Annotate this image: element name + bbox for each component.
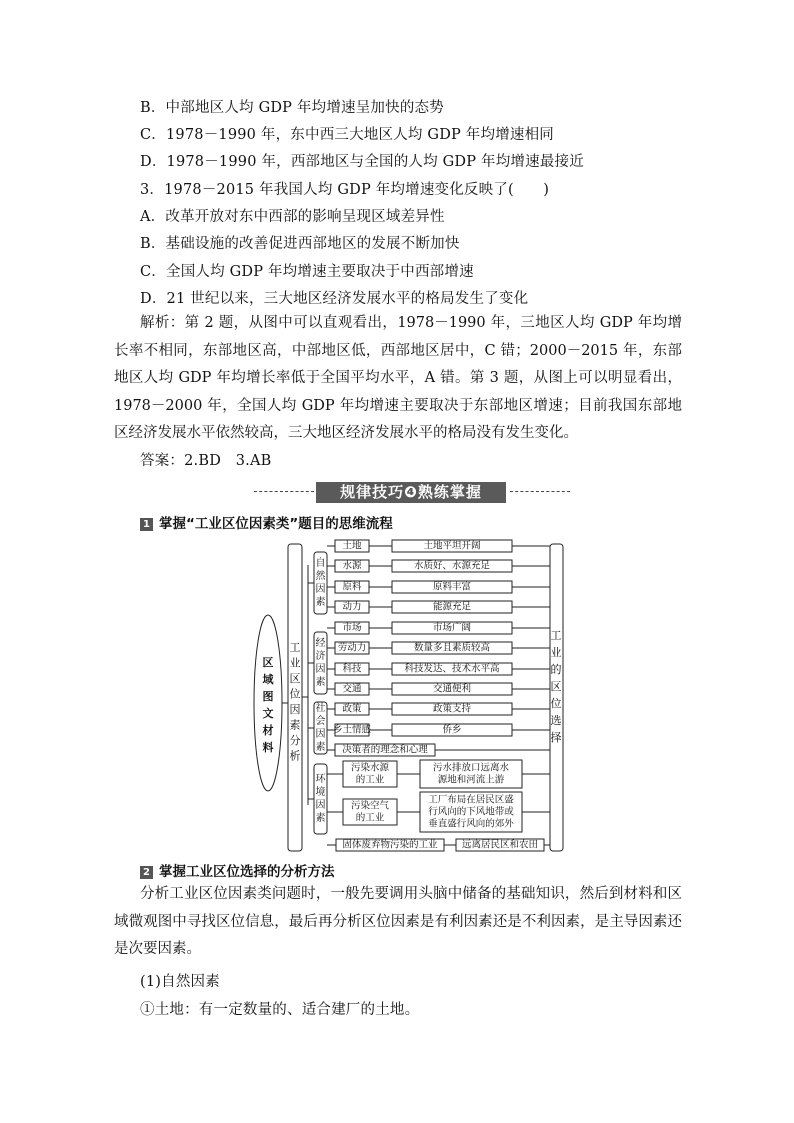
condition-label: 原料丰富 bbox=[432, 581, 472, 593]
condition-label: 水质好、水源充足 bbox=[413, 560, 491, 572]
condition-label: 土地平坦开阔 bbox=[423, 540, 481, 552]
oval-label-char: 区 bbox=[262, 656, 274, 669]
factor-label: 科技 bbox=[342, 663, 362, 675]
far-from-residence-label: 远离居民区和农田 bbox=[461, 839, 539, 851]
source-material-oval bbox=[254, 615, 282, 791]
oval-label-char: 域 bbox=[262, 673, 274, 686]
option-b: B．中部地区人均 GDP 年均增速呈加快的态势 bbox=[140, 100, 444, 116]
location-rule-label: 行风向的下风地带或 bbox=[428, 806, 514, 818]
factor-label: 原料 bbox=[342, 581, 362, 593]
factor-group-char: 素 bbox=[315, 677, 326, 688]
factor-label: 劳动力 bbox=[337, 642, 367, 654]
factor-group-char: 境 bbox=[315, 787, 326, 798]
condition-label: 科技发达、技术水平高 bbox=[404, 663, 500, 675]
choice-column-char: 位 bbox=[550, 697, 562, 710]
condition-label: 交通便利 bbox=[432, 683, 472, 695]
condition-label: 侨乡 bbox=[442, 724, 462, 736]
banner-title: 规律技巧❹熟练掌握 bbox=[316, 482, 506, 503]
factor-group-char: 因 bbox=[315, 729, 326, 740]
subheading-natural-factors: (1)自然因素 bbox=[140, 974, 220, 990]
analysis-column-char: 析 bbox=[289, 749, 301, 763]
analysis-column-char: 区 bbox=[289, 672, 301, 685]
factor-group-char: 自 bbox=[315, 558, 326, 569]
factor-group-char: 因 bbox=[315, 584, 326, 595]
choice-column-char: 工 bbox=[550, 629, 562, 642]
analysis-column-char: 位 bbox=[289, 687, 301, 701]
section-2-title: 掌握工业区位选择的分析方法 bbox=[159, 864, 335, 880]
pollution-type-label: 的工业 bbox=[355, 812, 385, 824]
factor-label: 土地 bbox=[342, 540, 362, 552]
section-1-title: 掌握“工业区位因素类”题目的思维流程 bbox=[159, 516, 393, 532]
analysis-column-char: 业 bbox=[289, 656, 301, 670]
factor-group-char: 会 bbox=[315, 716, 326, 727]
oval-label-char: 图 bbox=[262, 690, 274, 703]
q3-option-c: C．全国人均 GDP 年均增速主要取决于中西部增速 bbox=[140, 264, 474, 280]
q3-option-a: A．改革开放对东中西部的影响呈现区域差异性 bbox=[140, 209, 445, 225]
choice-column-char: 的 bbox=[550, 663, 562, 676]
q3-option-d: D．21 世纪以来，三大地区经济发展水平的格局发生了变化 bbox=[140, 291, 529, 307]
oval-label-char: 文 bbox=[262, 707, 274, 720]
condition-label: 政策支持 bbox=[432, 703, 472, 715]
factor-group-char: 因 bbox=[315, 664, 326, 675]
oval-label-char: 料 bbox=[262, 741, 274, 754]
condition-label: 市场广阔 bbox=[432, 622, 472, 634]
pollution-type-label: 污染空气 bbox=[350, 800, 390, 812]
oval-label-char: 材 bbox=[262, 724, 274, 737]
factor-label: 动力 bbox=[342, 601, 362, 613]
section-2-heading bbox=[140, 860, 335, 880]
pollution-type-label: 污染水源 bbox=[350, 762, 390, 774]
choice-column-char: 选 bbox=[550, 714, 562, 727]
choice-column-char: 区 bbox=[550, 680, 562, 693]
choice-column-char: 业 bbox=[550, 646, 562, 659]
analysis-column-char: 分 bbox=[289, 734, 301, 747]
factor-label: 交通 bbox=[342, 683, 362, 695]
condition-label: 能源充足 bbox=[432, 601, 472, 613]
factor-group-char: 素 bbox=[315, 813, 326, 824]
section-2-number: 2 bbox=[140, 866, 153, 879]
factor-group-char: 然 bbox=[315, 571, 326, 582]
factor-group-char: 素 bbox=[315, 742, 326, 753]
location-rule-label: 源地和河流上游 bbox=[437, 774, 505, 786]
analysis-paragraph: 解析：第 2 题，从图中可以直观看出，1978－1990 年，三地区人均 GDP 年均增长率不相同，东部地区高，中部地区低，西部地区居中，C 错；2000－2015 年，东部地区人均 GDP 年均增长率低于全国平均水平，A 错。第 3 题，从图上可以明显看出，1978－2000 年，全国人均 GDP 年均增速主要取决于东部地区增速；目前我国东部地区经济发展水平依然较高，三大地区经济发展水平的格局没有发生变化。 bbox=[114, 315, 682, 441]
decision-maker-label: 决策者的理念和心理 bbox=[342, 744, 428, 756]
solid-waste-label: 固体废弃物污染的工业 bbox=[342, 839, 438, 851]
choice-column-char: 择 bbox=[550, 731, 562, 744]
factor-label: 乡土情感 bbox=[332, 724, 372, 736]
factor-label: 政策 bbox=[342, 703, 362, 715]
factor-group-char: 素 bbox=[315, 597, 326, 608]
land-item: ①土地：有一定数量的、适合建厂的土地。 bbox=[140, 1002, 420, 1018]
answer-line: 答案：2.BD 3.AB bbox=[140, 453, 272, 469]
q3-option-b: B．基础设施的改善促进西部地区的发展不断加快 bbox=[140, 236, 460, 252]
factor-group-char: 经 bbox=[315, 638, 326, 649]
section-1-number: 1 bbox=[140, 518, 153, 531]
factor-group-char: 环 bbox=[315, 774, 326, 785]
factor-group-char: 济 bbox=[315, 651, 326, 662]
pollution-type-label: 的工业 bbox=[355, 774, 385, 786]
option-c: C．1978－1990 年，东中西三大地区人均 GDP 年均增速相同 bbox=[140, 127, 554, 143]
location-rule-label: 垂直盛行风向的郊外 bbox=[428, 818, 514, 830]
location-rule-label: 工厂布局在居民区盛 bbox=[428, 794, 514, 806]
analysis-column-char: 素 bbox=[289, 718, 301, 732]
analysis-column-char: 因 bbox=[289, 703, 301, 716]
analysis-column-char: 工 bbox=[289, 641, 301, 654]
factor-label: 水源 bbox=[342, 560, 362, 572]
question-3: 3．1978－2015 年我国人均 GDP 年均增速变化反映了( ) bbox=[140, 182, 550, 198]
method-paragraph: 分析工业区位因素类问题时，一般先要调用头脑中储备的基础知识，然后到材料和区域微观图中寻找区位信息，最后再分析区位因素是有利因素还是不利因素，是主导因素还是次要因素。 bbox=[114, 886, 682, 957]
factor-label: 市场 bbox=[342, 622, 362, 634]
option-d: D．1978－1990 年，西部地区与全国的人均 GDP 年均增速最接近 bbox=[140, 154, 584, 170]
location-rule-label: 污水排放口远离水 bbox=[432, 762, 510, 774]
condition-label: 数量多且素质较高 bbox=[413, 642, 491, 654]
factor-group-char: 社 bbox=[315, 703, 326, 714]
factor-group-char: 因 bbox=[315, 800, 326, 811]
